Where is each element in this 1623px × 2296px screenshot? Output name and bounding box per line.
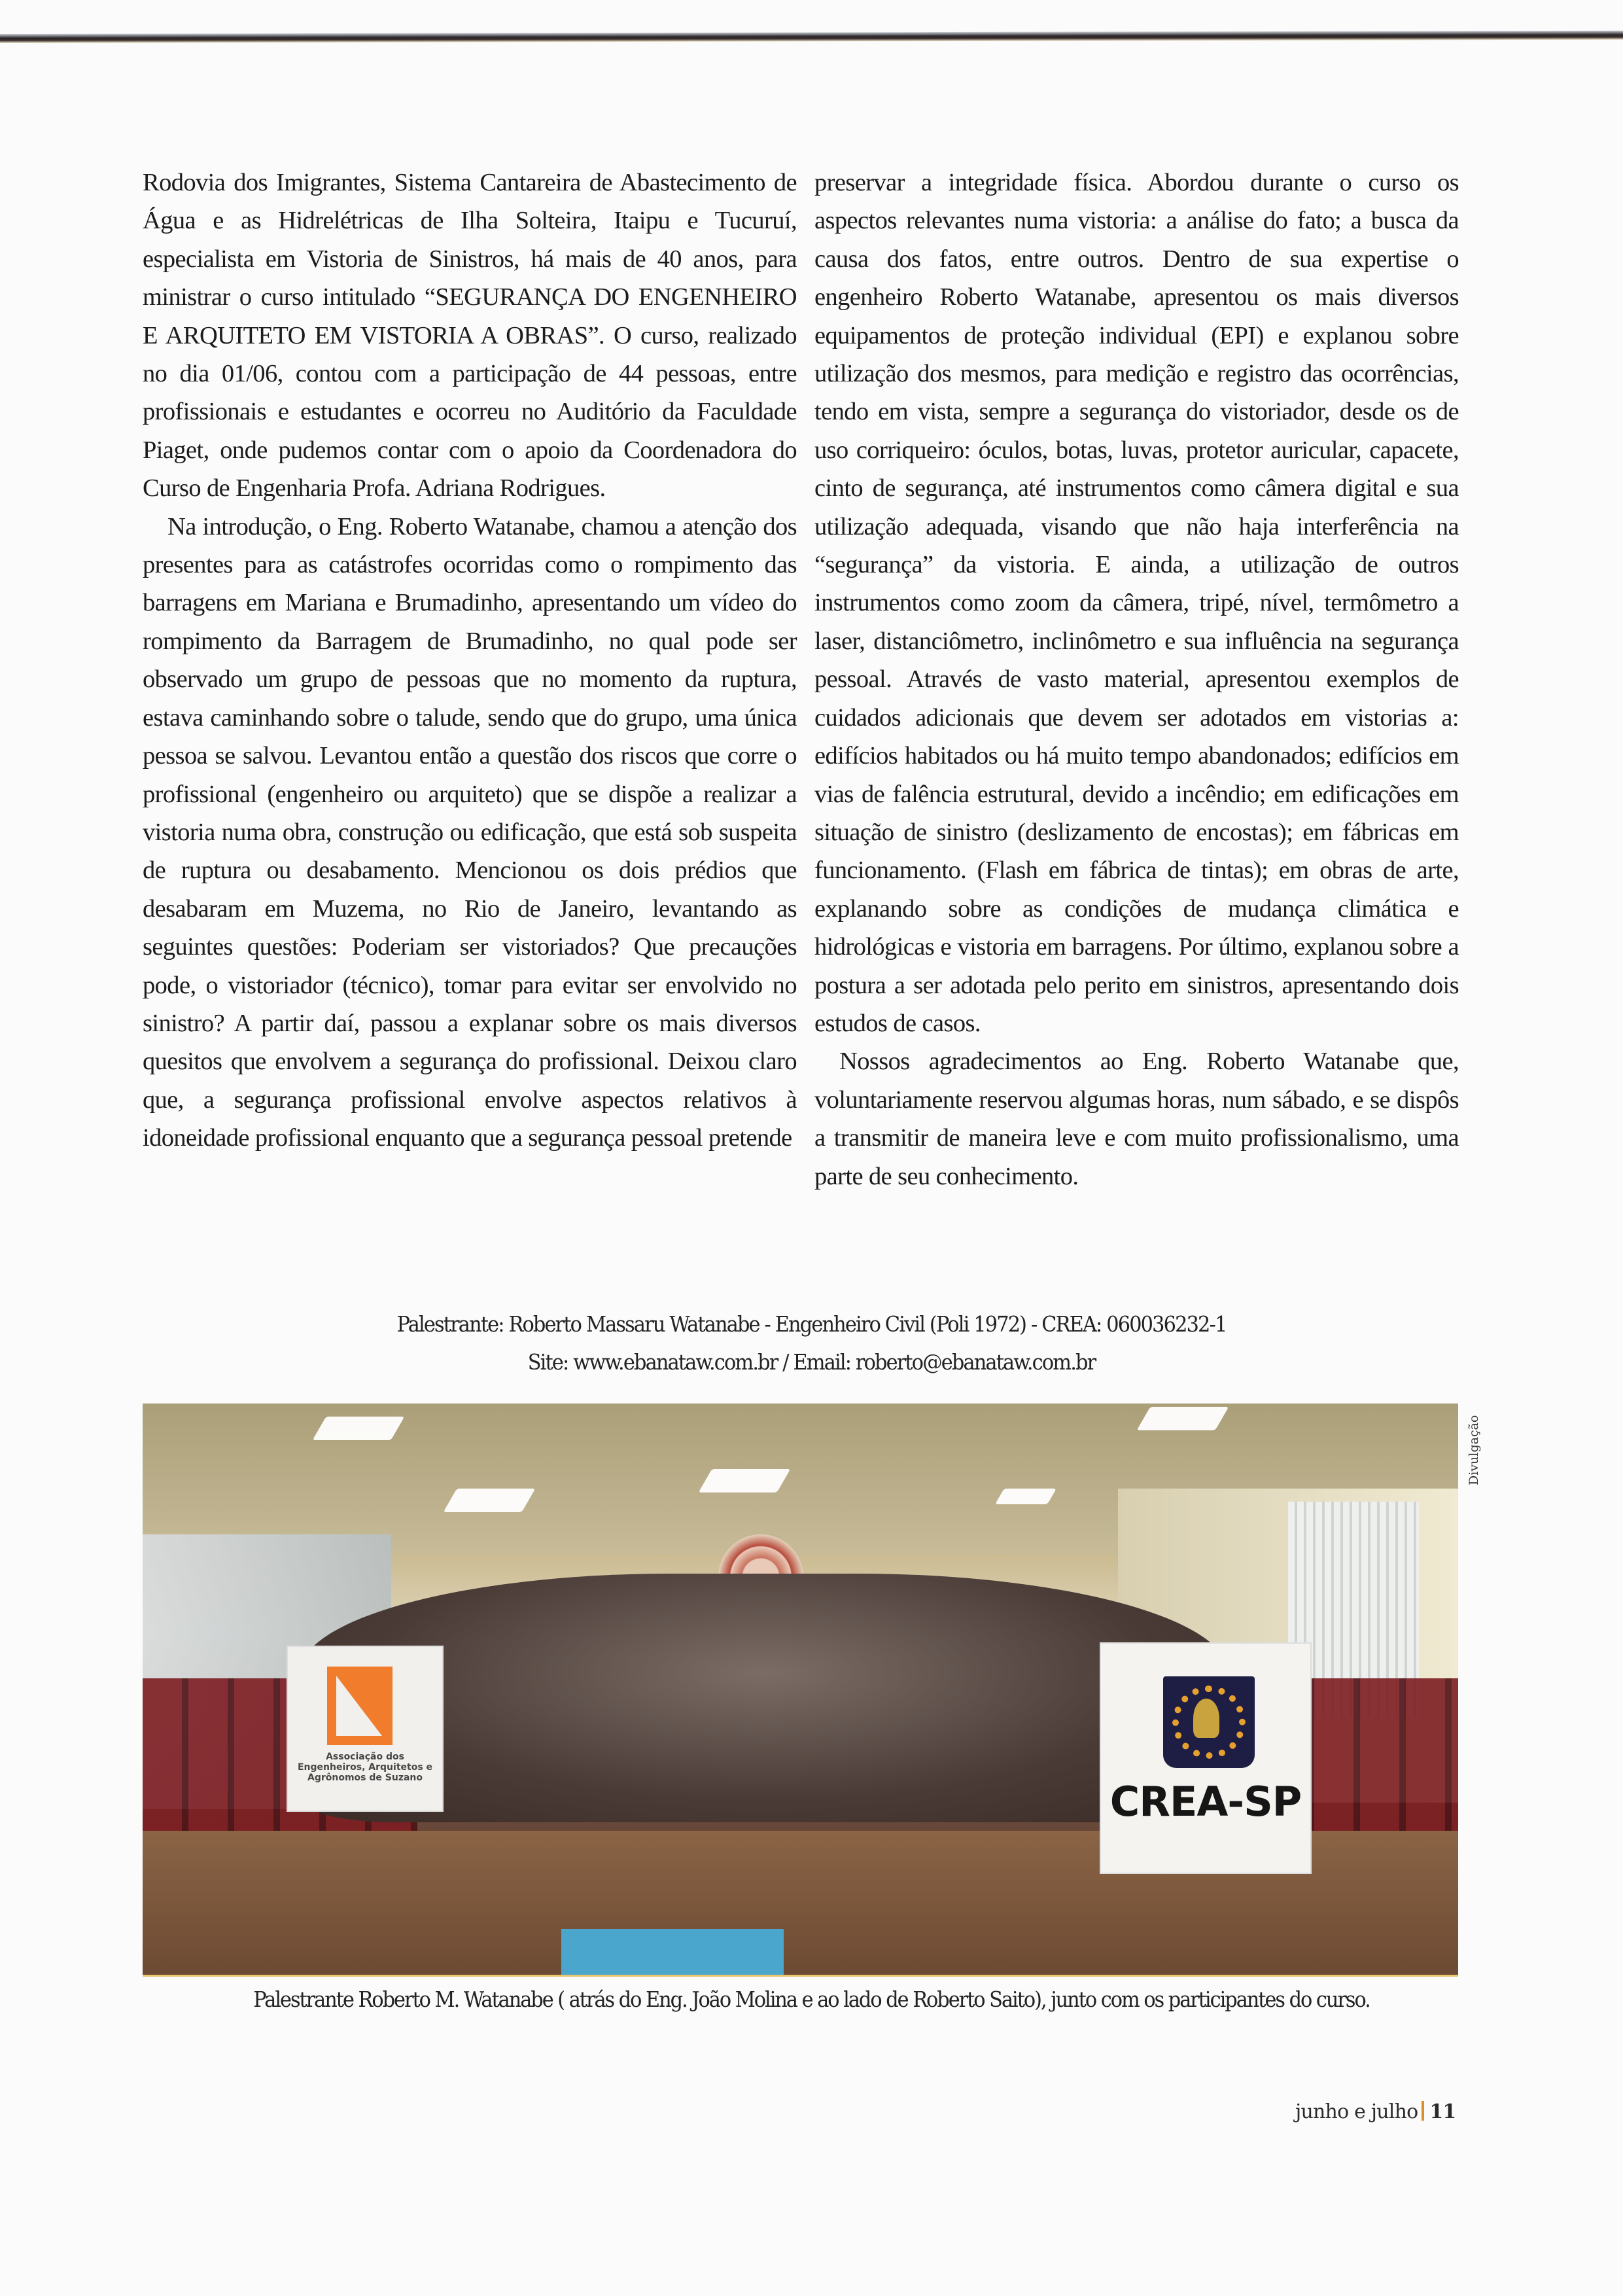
association-banner-text: Associação dos Engenheiros, Arquitetos e Agrônomos de Suzano <box>297 1752 433 1783</box>
speaker-credits <box>0 1305 1623 1381</box>
photo-caption <box>0 1987 1623 2012</box>
speaker-line: Palestrante: Roberto Massaru Watanabe - Engenheiro Civil (Poli 1972) - CREA: 060036232-1 <box>396 1311 1227 1337</box>
accessibility-mat <box>561 1929 784 1975</box>
paragraph: Nossos agradecimentos ao Eng. Roberto Watanabe que, voluntariamente reservou algumas horas, num sábado, e se dispôs a transmitir de maneira leve e com muito profissionalismo, uma parte de seu conhecimento. <box>814 1048 1459 1190</box>
ceiling-light <box>995 1489 1056 1504</box>
association-banner <box>288 1647 442 1810</box>
ceiling-light <box>444 1489 536 1512</box>
crea-sp-banner-text: CREA-SP <box>1109 1778 1302 1826</box>
association-logo-icon <box>327 1667 393 1745</box>
article-column-right <box>814 164 1459 1195</box>
paragraph: Rodovia dos Imigrantes, Sistema Cantareira de Abastecimento de Água e as Hidrelétricas de Ilha Solteira, Itaipu e Tucuruí, especialista em Vistoria de Sinistros, há mais de 40 anos, para ministrar o curso intitulado “SEGURANÇA DO ENGENHEIRO E ARQUITETO EM VISTORIA A OBRAS”. O curso, realizado no dia 01/06, contou com a participação de 44 pessoas, entre profissionais e estudantes e ocorreu no Auditório da Faculdade Piaget, onde pudemos contar com o apoio da Coordenadora do Curso de Engenharia Profa. Adriana Rodrigues. <box>143 169 797 503</box>
footer-separator <box>1422 2101 1424 2121</box>
paragraph: Na introdução, o Eng. Roberto Watanabe, chamou a atenção dos presentes para as catástrofes ocorridas como o rompimento das barragens em Mariana e Brumadinho, apresentando um vídeo do rompimento da Barragem de Brumadinho, no qual pode ser observado um grupo de pessoas que no momento da ruptura, estava caminhando sobre o talude, sendo que do grupo, uma única pessoa se salvou. Levantou então a questão dos riscos que corre o profissional (engenheiro ou arquiteto) que se dispõe a realizar a vistoria numa obra, construção ou edificação, que está sob suspeita de ruptura ou desabamento. Mencionou os dois prédios que desabaram em Muzema, no Rio de Janeiro, levantando as seguintes questões: Poderiam ser vistoriados? Que precauções pode, o vistoriador (técnico), tomar para evitar ser envolvido no sinistro? A partir daí, passou a explanar sobre os mais diversos quesitos que envolvem a segurança do profissional. Deixou claro que, a segurança profissional envolve aspectos relativos à idoneidade profissional enquanto que a segurança pessoal pretende <box>143 512 797 1152</box>
crea-seal-icon <box>1163 1676 1255 1768</box>
paragraph: preservar a integridade física. Abordou durante o curso os aspectos relevantes numa vistoria: a análise do fato; a busca da causa dos fatos, entre outros. Dentro de sua expertise o engenheiro Roberto Watanabe, apresentou os mais diversos equipamentos de proteção individual (EPI) e explanou sobre utilização dos mesmos, para medição e registro das ocorrências, tendo em vista, sempre a segurança do vistoriador, desde os de uso corriqueiro: óculos, botas, luvas, protetor auricular, capacete, cinto de segurança, até instrumentos como câmera digital e sua utilização adequada, visando que não haja interferência na “segurança” da vistoria. E ainda, a utilização de outros instrumentos como zoom da câmera, tripé, nível, termômetro a laser, distanciômetro, inclinômetro e sua influência na segurança pessoal. Através de vasto material, apresentou exemplos de cuidados adicionais que devem ser adotados em vistorias a: edifícios habitados ou há muito tempo abandonados; edifícios em vias de falência estrutural, devido a incêndio; em edificações em situação de sinistro (deslizamento de encostas); em fábricas em funcionamento. (Flash em fábrica de tintas); em obras de arte, explanando sobre as condições de mudança climática e hidrológicas e vistoria em barragens. Por último, explanou sobre a postura a ser adotada pelo perito em sinistros, apresentando dois estudos de casos. <box>814 169 1459 1037</box>
ceiling-light <box>313 1417 405 1440</box>
photo-caption-text: Palestrante Roberto M. Watanabe ( atrás do Eng. João Molina e ao lado de Roberto Saito), junto com os participantes do curso. <box>253 1987 1370 2012</box>
page-footer <box>1295 2100 1456 2123</box>
page-number: 11 <box>1429 2100 1456 2123</box>
issue-label: junho e julho <box>1295 2100 1418 2123</box>
group-photo <box>143 1404 1458 1977</box>
photo-credit: Divulgação <box>1467 1415 1481 1485</box>
contact-line: Site: www.ebanataw.com.br / Email: roberto@ebanataw.com.br <box>527 1349 1096 1375</box>
ceiling-light <box>1137 1407 1229 1430</box>
crea-sp-banner <box>1101 1644 1310 1873</box>
article-column-left <box>143 164 797 1157</box>
page-top-edge <box>0 31 1623 43</box>
ceiling-light <box>699 1469 791 1492</box>
